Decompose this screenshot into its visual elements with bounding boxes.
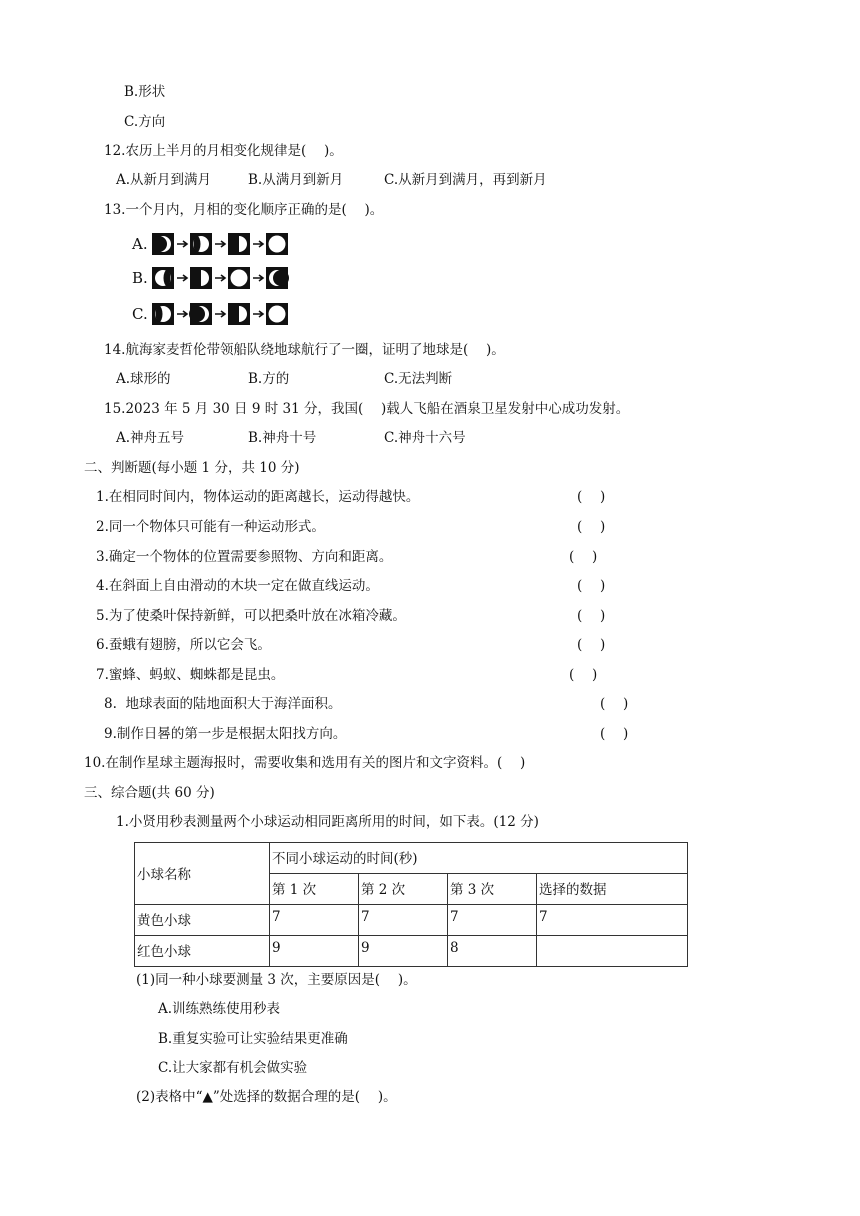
table-header-ball-name: 小球名称 [135,843,270,905]
q15-stem: 15.2023 年 5 月 30 日 9 时 31 分，我国( )载人飞船在酒泉卫星发射中心成功发射。 [104,401,630,417]
moon-phase-full [228,267,250,289]
table-cell-selected-blank[interactable] [537,936,688,967]
s3-sub1-option-c: C.让大家都有机会做实验 [158,1060,308,1076]
moon-phase-waxing-crescent [189,303,212,325]
moon-phase-first-quarter [190,267,212,289]
moon-sequence-b [152,267,292,289]
moon-phase-waxing-crescent [152,233,174,255]
table-cell-name: 黄色小球 [135,905,270,936]
s3-sub1-option-b: B.重复实验可让实验结果更准确 [158,1031,348,1047]
moon-phase-waning-crescent [266,267,289,289]
q13-option-c-label: C. [132,305,148,323]
q11-option-b: B.形状 [124,84,166,100]
table-cell: 9 [270,936,359,967]
q12-stem: 12.农历上半月的月相变化规律是( )。 [104,143,343,159]
table-header-row [135,843,688,874]
table-header-trial-3: 第 3 次 [448,874,537,905]
tf-answer-6[interactable]: ( ) [577,637,606,653]
moon-phase-waxing-gibbous [190,233,212,255]
tf-answer-3[interactable]: ( ) [569,549,598,565]
moon-phase-first-quarter [228,233,250,255]
tf-item-4: 4.在斜面上自由滑动的木块一定在做直线运动。 [96,578,379,594]
tf-answer-5[interactable]: ( ) [577,608,606,624]
tf-answer-7[interactable]: ( ) [569,667,598,683]
q12-option-c: C.从新月到满月，再到新月 [384,172,547,188]
table-cell: 7 [537,905,688,936]
tf-item-8: 8. 地球表面的陆地面积大于海洋面积。 [104,696,342,712]
q13-option-a-label: A. [132,235,148,253]
table-cell-name: 红色小球 [135,936,270,967]
table-cell: 7 [270,905,359,936]
moon-sequence-a [152,233,292,255]
table-header-trial-1: 第 1 次 [270,874,359,905]
ball-time-table [134,842,688,967]
moon-phase-full [266,233,288,255]
tf-item-10: 10.在制作星球主题海报时，需要收集和选用有关的图片和文字资料。( ) [84,755,526,771]
tf-answer-2[interactable]: ( ) [577,519,606,535]
moon-sequence-c [152,303,292,325]
tf-answer-8[interactable]: ( ) [600,696,629,712]
moon-phase-first-quarter [228,303,250,325]
q13-option-b-label: B. [132,269,148,287]
table-row [135,905,688,936]
section2-heading: 二、判断题(每小题 1 分，共 10 分) [84,460,300,476]
tf-answer-1[interactable]: ( ) [577,489,606,505]
tf-answer-9[interactable]: ( ) [600,726,629,742]
s3-sub2-stem: (2)表格中“▲”处选择的数据合理的是( )。 [136,1089,397,1105]
s3-q1-stem: 1.小贤用秒表测量两个小球运动相同距离所用的时间，如下表。(12 分) [116,814,539,830]
q14-option-a: A.球形的 [116,371,171,387]
table-cell: 7 [448,905,537,936]
table-cell: 8 [448,936,537,967]
tf-item-3: 3.确定一个物体的位置需要参照物、方向和距离。 [96,549,393,565]
q11-option-c: C.方向 [124,114,166,130]
table-row [135,936,688,967]
q15-option-b: B.神舟十号 [248,430,317,446]
s3-sub1-option-a: A.训练熟练使用秒表 [158,1001,281,1017]
q15-option-a: A.神舟五号 [116,430,185,446]
moon-phase-waning-gibbous [152,267,174,289]
moon-phase-waxing-gibbous [152,303,174,325]
tf-item-5: 5.为了使桑叶保持新鲜，可以把桑叶放在冰箱冷藏。 [96,608,406,624]
s3-sub1-stem: (1)同一种小球要测量 3 次，主要原因是( )。 [136,972,417,988]
q15-option-c: C.神舟十六号 [384,430,466,446]
table-cell: 9 [359,936,448,967]
table-header-trial-2: 第 2 次 [359,874,448,905]
q12-option-b: B.从满月到新月 [248,172,344,188]
q13-stem: 13.一个月内，月相的变化顺序正确的是( )。 [104,202,384,218]
tf-item-2: 2.同一个物体只可能有一种运动形式。 [96,519,325,535]
tf-item-7: 7.蜜蜂、蚂蚁、蜘蛛都是昆虫。 [96,667,285,683]
q12-option-a: A.从新月到满月 [116,172,212,188]
table-header-group: 不同小球运动的时间(秒) [270,843,688,874]
moon-phase-full [266,303,288,325]
table-cell: 7 [359,905,448,936]
table-header-selected: 选择的数据 [537,874,688,905]
q14-stem: 14.航海家麦哲伦带领船队绕地球航行了一圈，证明了地球是( )。 [104,342,505,358]
tf-item-1: 1.在相同时间内，物体运动的距离越长，运动得越快。 [96,489,420,505]
section3-heading: 三、综合题(共 60 分) [84,785,215,801]
tf-item-9: 9.制作日晷的第一步是根据太阳找方向。 [104,726,347,742]
tf-item-6: 6.蚕蛾有翅膀，所以它会飞。 [96,637,271,653]
q14-option-c: C.无法判断 [384,371,453,387]
q14-option-b: B.方的 [248,371,290,387]
tf-answer-4[interactable]: ( ) [577,578,606,594]
